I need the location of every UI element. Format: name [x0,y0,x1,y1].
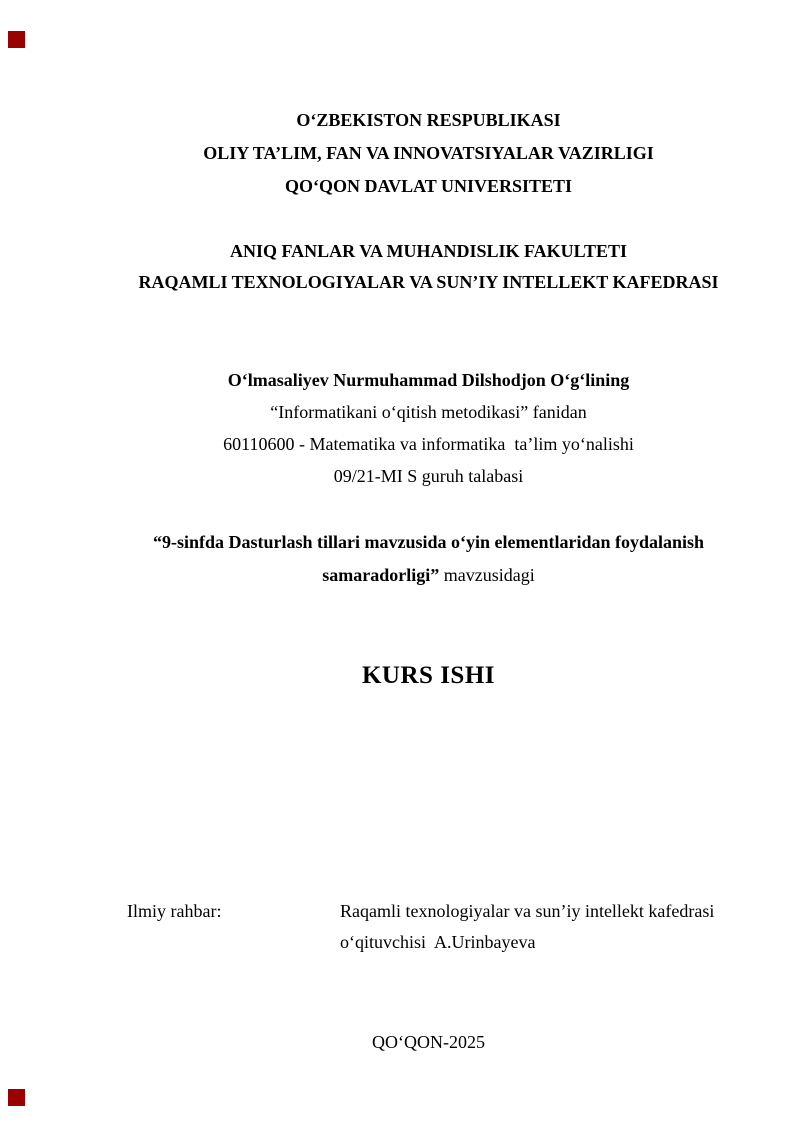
city-year: QO‘QON-2025 [372,1032,485,1052]
topic-line-2 [114,559,743,592]
department-line: RAQAMLI TEXNOLOGIYALAR VA SUN’IY INTELLEKT KAFEDRASI [138,272,719,292]
student-block [114,364,743,492]
supervisor-label: Ilmiy rahbar: [127,901,222,921]
topic-block [114,526,743,592]
faculty-line: ANIQ FANLAR VA MUHANDISLIK FAKULTETI [229,241,628,261]
red-square-marker-bottom [8,1089,25,1106]
ministry-line: OLIY TA’LIM, FAN VA INNOVATSIYALAR VAZIRLIGI [203,143,654,163]
university-line: QO‘QON DAVLAT UNIVERSITETI [284,176,573,196]
faculty-block [114,236,743,298]
course-subject: “Informatikani o‘qitish metodikasi” fanidan [270,402,587,422]
supervisor-block [114,896,743,958]
topic-title-part1: “9-sinfda Dasturlash tillari mavzusida o‘yin elementlaridan foydalanish [152,532,705,552]
work-type-title: KURS ISHI [361,662,495,689]
supervisor-value [340,896,743,958]
republic-line: O‘ZBEKISTON RESPUBLIKASI [296,110,561,130]
study-program: 60110600 - Matematika va informatika ta’lim yo‘nalishi [223,434,634,454]
supervisor-department: Raqamli texnologiyalar va sun’iy intellekt kafedrasi [340,901,715,921]
header-block [114,104,743,203]
topic-line-1 [114,526,743,559]
topic-suffix: mavzusidagi [439,565,535,585]
topic-title-part2: samaradorligi” [322,565,440,585]
student-group: 09/21-MI S guruh talabasi [333,466,524,486]
student-name: O‘lmasaliyev Nurmuhammad Dilshodjon O‘g‘lining [227,370,630,390]
supervisor-name: o‘qituvchisi A.Urinbayeva [340,932,536,952]
red-square-marker-top [8,31,25,48]
